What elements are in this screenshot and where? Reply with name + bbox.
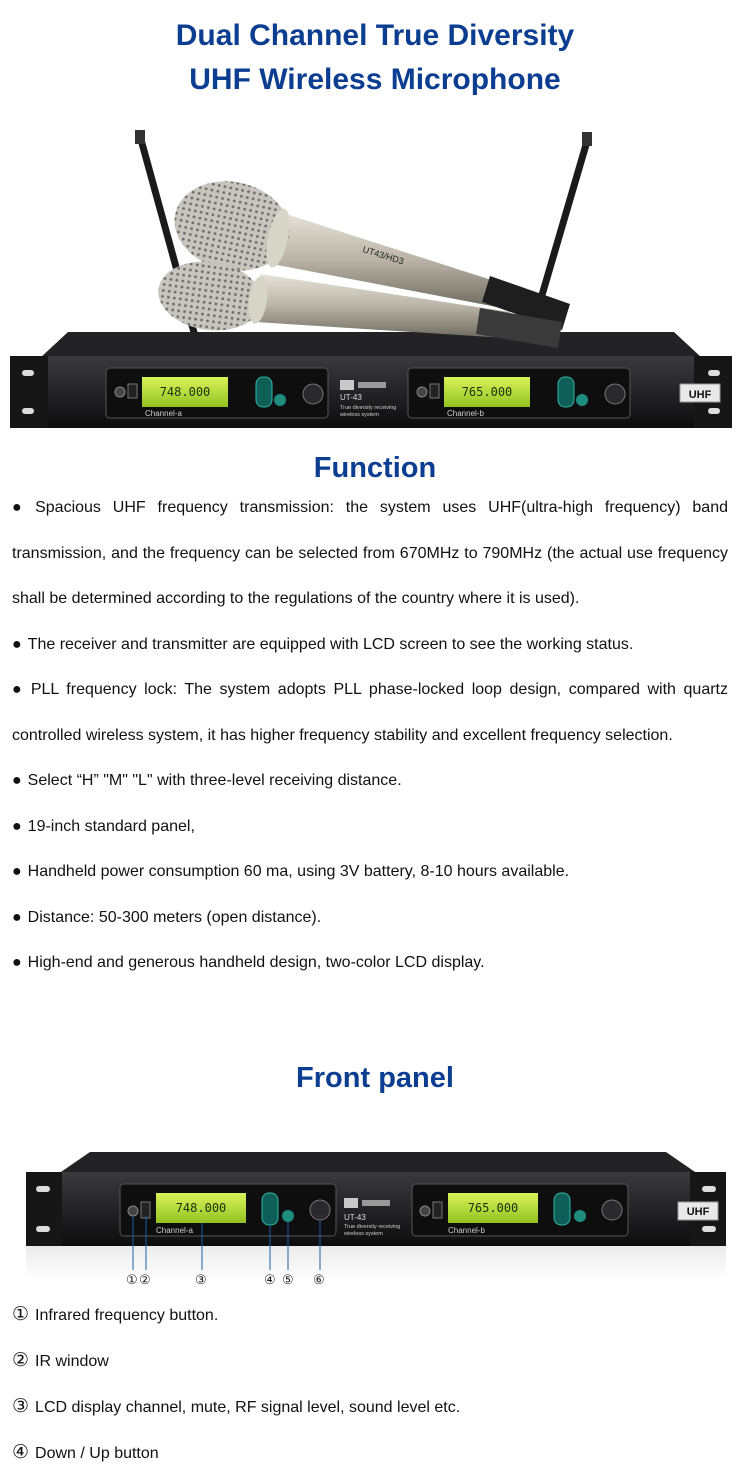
front-panel-image xyxy=(26,1140,726,1290)
channel-b-label: Channel-b xyxy=(447,409,484,418)
front-receiver-model: UT-43 xyxy=(344,1213,366,1222)
callout-6: ⑥ xyxy=(313,1272,325,1287)
callout-1: ① xyxy=(126,1272,138,1287)
function-list xyxy=(12,485,728,986)
front-channel-a-label: Channel-a xyxy=(156,1226,193,1235)
front-channel-b-freq: 765.000 xyxy=(467,1201,519,1215)
channel-a-freq: 748.000 xyxy=(159,385,211,399)
callout-3: ③ xyxy=(195,1272,207,1287)
callout-2: ② xyxy=(139,1272,151,1287)
front-channel-b-label: Channel-b xyxy=(448,1226,485,1235)
title-line-2: UHF Wireless Microphone xyxy=(189,63,561,96)
front-receiver-desc-1: True diversity receiving xyxy=(344,1224,401,1230)
function-item-6: ● Handheld power consumption 60 ma, using 3V battery, 8-10 hours available. xyxy=(12,863,570,880)
legend-item-1: ① Infrared frequency button. xyxy=(12,1304,219,1325)
function-item-5: ● 19-inch standard panel, xyxy=(12,817,195,835)
channel-b-freq: 765.000 xyxy=(461,385,513,399)
legend-item-2: ② IR window xyxy=(12,1350,109,1371)
function-item-7: ● Distance: 50-300 meters (open distance). xyxy=(12,908,322,926)
front-receiver-desc-2: wireless system xyxy=(344,1231,383,1237)
product-image xyxy=(10,126,732,448)
function-item-2: ● The receiver and transmitter are equipped with LCD screen to see the working status. xyxy=(12,635,634,653)
function-item-4: ● Select “H” "M" "L" with three-level receiving distance. xyxy=(12,772,402,789)
callout-5: ⑤ xyxy=(282,1272,294,1287)
mic-model-label: UT43/HD3 xyxy=(361,244,405,267)
receiver-model: UT-43 xyxy=(340,393,362,402)
callout-4: ④ xyxy=(264,1272,276,1287)
title-line-1: Dual Channel True Diversity xyxy=(175,19,575,52)
front-panel-heading: Front panel xyxy=(296,1062,454,1094)
front-uhf-badge: UHF xyxy=(686,1206,710,1218)
function-heading: Function xyxy=(313,452,437,484)
uhf-badge-text: UHF xyxy=(688,389,712,401)
legend-item-4: ④ Down / Up button xyxy=(12,1442,159,1463)
front-channel-a-freq: 748.000 xyxy=(175,1201,227,1215)
function-item-1: ● Spacious UHF frequency transmission: the system uses UHF(ultra-high frequency) band transmission, and the frequency can be selected from 670MHz to 790MHz (the actual use frequency shall be determined according to the regulations of the country where it is used). xyxy=(12,499,728,607)
receiver-desc-2: wireless system xyxy=(340,412,379,418)
legend-item-3: ③ LCD display channel, mute, RF signal level, sound level etc. xyxy=(12,1396,461,1417)
receiver-desc-1: True diversity receiving xyxy=(340,405,397,411)
function-item-8: ● High-end and generous handheld design, two-color LCD display. xyxy=(12,954,485,971)
receiver-unit xyxy=(10,332,732,434)
channel-a-label: Channel-a xyxy=(145,409,182,418)
function-item-3: ● PLL frequency lock: The system adopts PLL phase-locked loop design, compared with quartz controlled wireless system, it has higher frequency stability and excellent frequency selection. xyxy=(12,681,728,744)
